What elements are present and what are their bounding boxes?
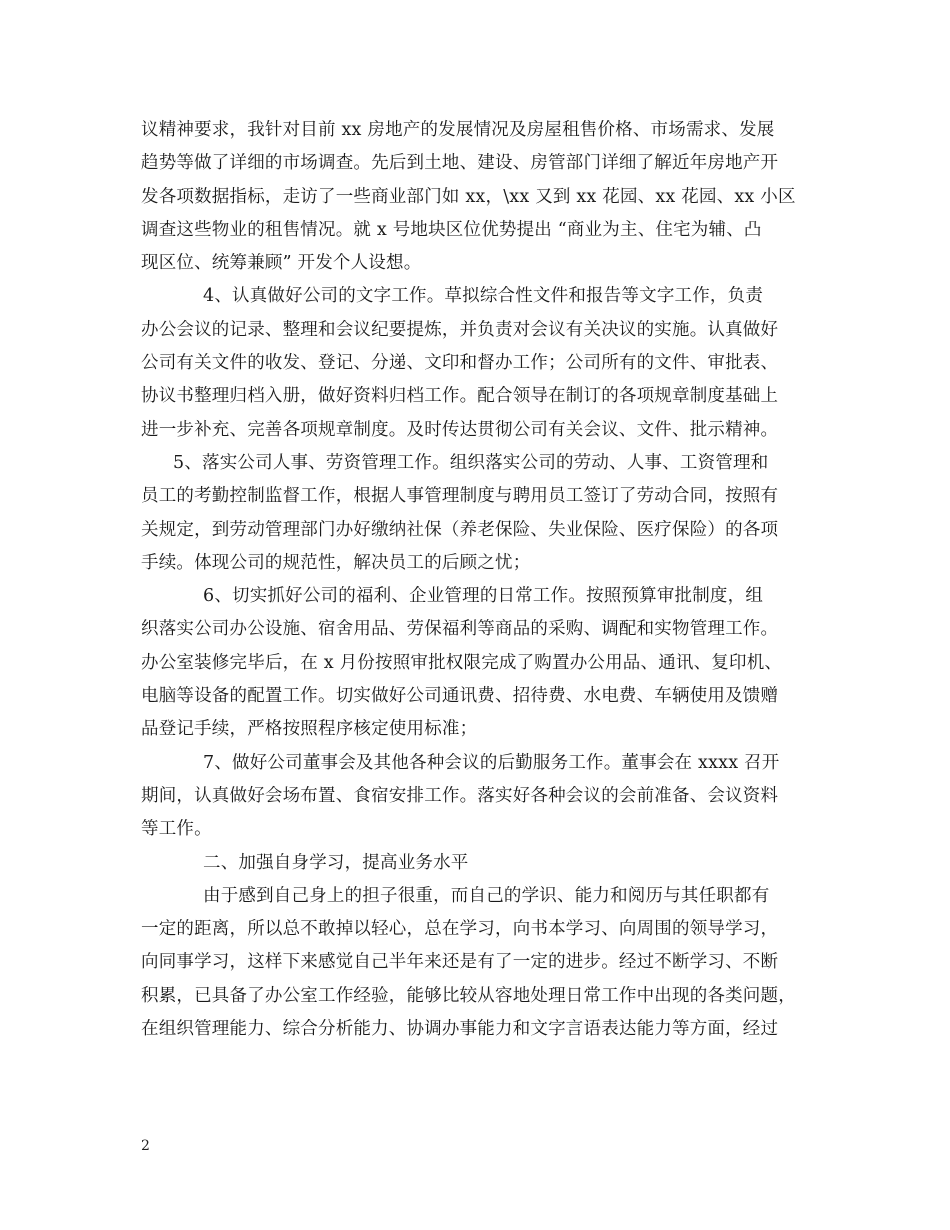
page-number: 2: [141, 1138, 150, 1154]
text-line: 品登记手续，严格按照程序核定使用标准；: [141, 719, 478, 740]
paragraph: [141, 580, 821, 746]
text-line: 织落实公司办公设施、宿舍用品、劳保福利等商品的采购、调配和实物管理工作。: [141, 619, 779, 640]
text-line: 4、认真做好公司的文字工作。草拟综合性文件和报告等文字工作，负责: [203, 286, 764, 307]
text-line: 电脑等设备的配置工作。切实做好公司通讯费、招待费、水电费、车辆使用及馈赠: [141, 686, 779, 707]
text-line: 进一步补充、完善各项规章制度。及时传达贯彻公司有关会议、文件、批示精神。: [141, 419, 779, 440]
text-line: 调查这些物业的租售情况。就 x 号地块区位优势提出 “商业为主、住宅为辅、凸: [141, 219, 762, 240]
text-line: 办公会议的记录、整理和会议纪要提炼，并负责对会议有关决议的实施。认真做好: [141, 319, 779, 340]
text-line: 发各项数据指标，走访了一些商业部门如 xx，\xx 又到 xx 花园、xx 花园、xx 小区: [141, 186, 796, 207]
paragraph: [141, 747, 821, 847]
text-line: 现区位、统筹兼顾” 开发个人设想。: [141, 253, 422, 274]
text-line: 一定的距离，所以总不敢掉以轻心，总在学习，向书本学习、向周围的领导学习，: [141, 919, 779, 940]
text-line: 6、切实抓好公司的福利、企业管理的日常工作。按照预算审批制度，组: [203, 586, 764, 607]
paragraph: [141, 114, 821, 280]
text-line: 等工作。: [141, 819, 212, 840]
text-line: 办公室装修完毕后，在 x 月份按照审批权限完成了购置办公用品、通讯、复印机、: [141, 652, 783, 673]
text-line: 期间，认真做好会场布置、食宿安排工作。落实好各种会议的会前准备、会议资料: [141, 785, 779, 806]
document-body: [141, 114, 821, 1046]
text-line: 趋势等做了详细的市场调查。先后到土地、建设、房管部门详细了解近年房地产开: [141, 153, 779, 174]
text-line: 积累，已具备了办公室工作经验，能够比较从容地处理日常工作中出现的各类问题，: [141, 985, 796, 1006]
paragraph: [141, 280, 821, 446]
text-line: 协议书整理归档入册，做好资料归档工作。配合领导在制订的各项规章制度基础上: [141, 386, 779, 407]
text-line: 7、做好公司董事会及其他各种会议的后勤服务工作。董事会在 xxxx 召开: [203, 752, 780, 773]
text-line: 员工的考勤控制监督工作，根据人事管理制度与聘用员工签订了劳动合同，按照有: [141, 486, 779, 507]
paragraph: [141, 880, 821, 1046]
paragraph: [141, 847, 821, 880]
text-line: 由于感到自己身上的担子很重，而自己的学识、能力和阅历与其任职都有: [203, 885, 770, 906]
text-line: 在组织管理能力、综合分析能力、协调办事能力和文字言语表达能力等方面，经过: [141, 1019, 779, 1040]
paragraph: [141, 447, 821, 580]
text-line: 向同事学习，这样下来感觉自己半年来还是有了一定的进步。经过不断学习、不断: [141, 952, 779, 973]
text-line: 关规定，到劳动管理部门办好缴纳社保（养老保险、失业保险、医疗保险）的各项: [141, 519, 779, 540]
text-line: 5、落实公司人事、劳资管理工作。组织落实公司的劳动、人事、工资管理和: [173, 452, 769, 473]
text-line: 议精神要求，我针对目前 xx 房地产的发展情况及房屋租售价格、市场需求、发展: [141, 120, 775, 140]
text-line: 二、加强自身学习，提高业务水平: [203, 852, 469, 873]
text-line: 公司有关文件的收发、登记、分递、文印和督办工作；公司所有的文件、审批表、: [141, 353, 779, 374]
text-line: 手续。体现公司的规范性，解决员工的后顾之忧；: [141, 552, 531, 573]
